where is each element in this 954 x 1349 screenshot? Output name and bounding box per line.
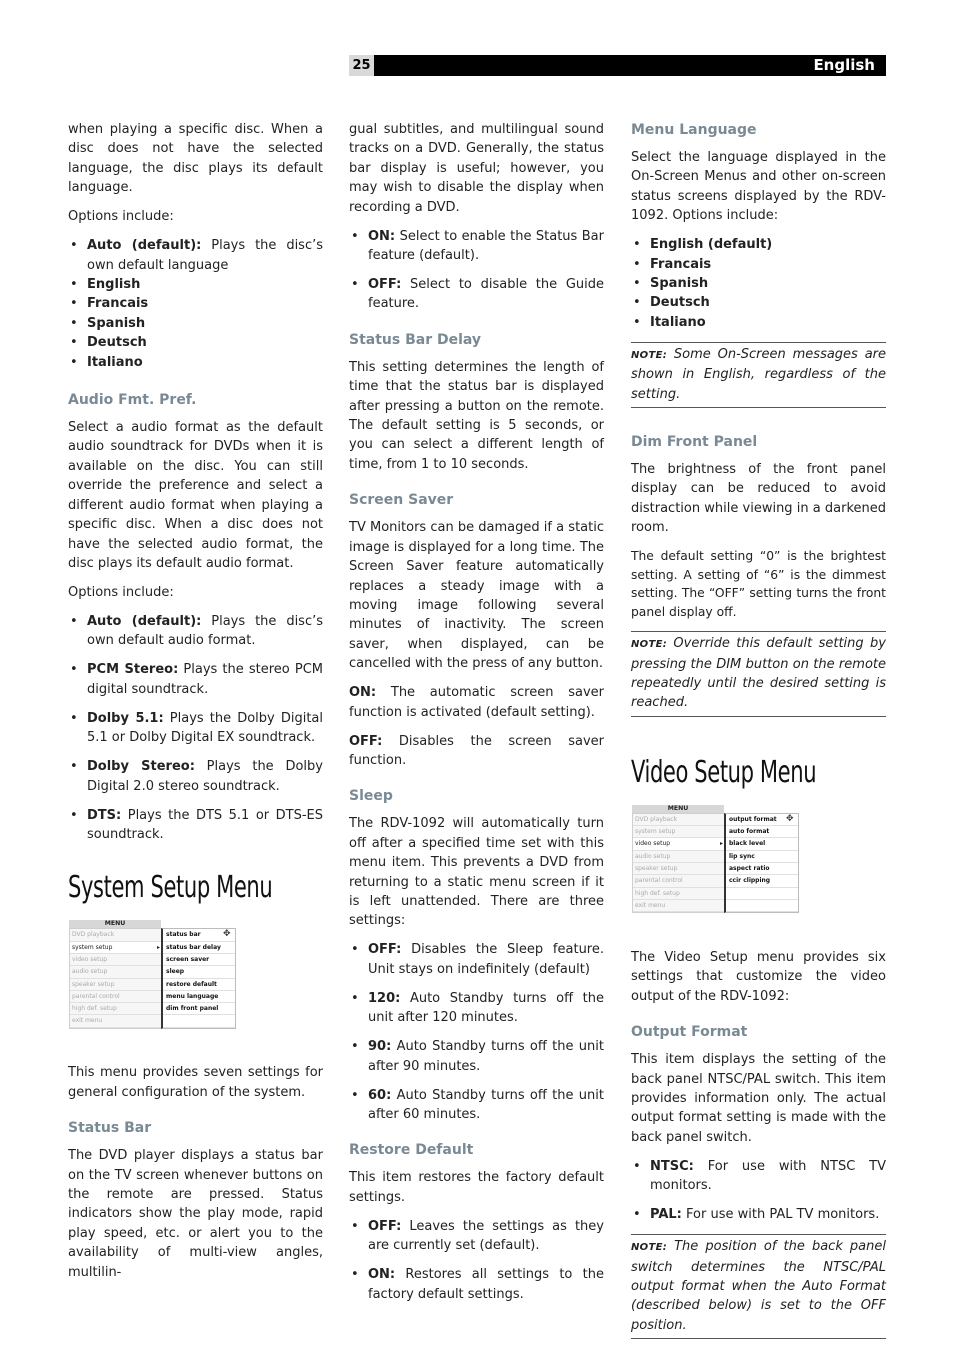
menu-row: parental control [70,991,162,1003]
dim-front-panel-heading: Dim Front Panel [631,434,758,451]
menu-right-list [161,928,236,1028]
note-box: NOTE: Some On-Screen messages are shown in English, regardless of the setting. [631,342,886,408]
menu-row: parental control [633,875,725,887]
list-item: • 120: Auto Standby turns off the unit after 120 minutes. [349,989,604,1028]
list-item: • English [68,275,323,294]
menu-row: speaker setup [70,979,162,991]
screen-saver-text: TV Monitors can be damaged if a static image is displayed for a long time. The Screen Saver feature automatically replaces a steady image with a moving image following several minutes of inactivity. The screen saver, when displayed, can be cancelled with the press of any button. [349,520,604,672]
menu-row: status bar [163,929,235,941]
menu-language-options-list [631,235,886,332]
status-bar-delay-heading: Status Bar Delay [349,331,482,348]
menu-header: MENU [69,920,161,928]
list-item: • Francais [631,255,886,274]
list-item: • OFF: Disables the Sleep feature. Unit stays on indefinitely (default) [349,940,604,979]
menu-left-list [632,813,726,913]
menu-row: dim front panel [163,1003,235,1015]
list-item: • Dolby 5.1: Plays the Dolby Digital 5.1 or Dolby Digital EX soundtrack. [68,709,323,748]
four-way-arrow-icon: ✥ [786,813,794,824]
restore-options-list [349,1217,604,1304]
menu-row: DVD playback [70,929,162,941]
list-item: • 60: Auto Standby turns off the unit after 60 minutes. [349,1086,604,1125]
audio-text: Select a audio format as the default audio soundtrack for DVDs when it is available on the disc. You can still override the preference and select a different audio format when playing a specific disc. When a disc does not have the selected audio format, the disc plays its default audio format. [68,420,323,571]
menu-row: system setup [633,826,725,838]
menu-row: lip sync [726,851,798,863]
list-item: • NTSC: For use with NTSC TV monitors. [631,1157,886,1196]
menu-row: high def. setup [70,1003,162,1015]
menu-row: audio setup [70,966,162,978]
column-3 [631,120,886,1349]
audio-options-list [68,612,323,844]
status-bar-heading: Status Bar [68,1120,152,1137]
menu-row [726,900,798,912]
menu-left-list [69,928,163,1028]
page-header [349,55,886,76]
output-format-options-list [631,1157,886,1225]
list-item: • PCM Stereo: Plays the stereo PCM digital soundtrack. [68,660,323,699]
column-1 [68,120,323,1292]
menu-row-selected: video setup ▸ [633,838,725,850]
menu-row: output format [726,814,798,826]
audio-options-label: Options include: [68,584,174,600]
list-item: • Dolby Stereo: Plays the Dolby Digital 2.0 stereo soundtrack. [68,757,323,796]
list-item: • Italiano [68,353,323,372]
note-box: NOTE: Override this default setting by pressing the DIM button on the remote repeatedly until the desired setting is reached. [631,631,886,717]
video-setup-title: Video Setup Menu [631,754,817,790]
system-setup-title: System Setup Menu [68,870,273,906]
list-item: • 90: Auto Standby turns off the unit after 90 minutes. [349,1037,604,1076]
dim-front-panel-text-2: The default setting “0” is the brightest setting. A setting of “6” is the dimmest setting. The “OFF” setting turns the front panel display off. [631,549,886,620]
list-item: • ON: Select to enable the Status Bar feature (default). [349,227,604,266]
list-item: • Italiano [631,313,886,332]
list-item: • ON: Restores all settings to the factory default settings. [349,1265,604,1304]
restore-default-text: This item restores the factory default settings. [349,1170,604,1205]
language-options-list [68,236,323,372]
menu-row: screen saver [163,954,235,966]
options-label: Options include: [68,209,174,225]
output-format-text: This item displays the setting of the back panel NTSC/PAL switch. This item provides information only. The actual output format setting is made with the back panel switch. [631,1052,886,1145]
list-item: • PAL: For use with PAL TV monitors. [631,1205,886,1224]
menu-row [163,1015,235,1027]
menu-row: aspect ratio [726,863,798,875]
screen-saver-heading: Screen Saver [349,492,454,509]
sleep-heading: Sleep [349,788,393,805]
list-item: • Spanish [631,274,886,293]
menu-language-heading: Menu Language [631,122,757,138]
menu-row: ccir clipping [726,875,798,887]
list-item: • Spanish [68,314,323,333]
menu-row: DVD playback [633,814,725,826]
menu-row: auto format [726,826,798,838]
menu-row: speaker setup [633,863,725,875]
menu-row: status bar delay [163,942,235,954]
menu-row: video setup [70,954,162,966]
menu-language-text: Select the language displayed in the On-Screen Menus and other on-screen status screens displayed by the RDV-1092. Options include: [631,150,886,224]
menu-row: exit menu [633,900,725,912]
menu-row: exit menu [70,1015,162,1027]
page-number: 25 [349,55,374,76]
menu-row: sleep [163,966,235,978]
list-item: • Auto (default): Plays the disc’s own default language [68,236,323,275]
status-bar-text: The DVD player displays a status bar on the TV screen whenever buttons on the remote are pressed. Status indicators show the play mode, rapid play speed, etc. or alert you to the availability of multi-view angles, multilin- [68,1148,323,1280]
video-setup-text: The Video Setup menu provides six settings that customize the video output of the RDV-1092: [631,949,886,1004]
system-setup-menu-screenshot [69,920,234,1028]
menu-right-list [724,813,799,913]
menu-row: menu language [163,991,235,1003]
status-bar-options-list [349,227,604,314]
audio-heading: Audio Fmt. Pref. [68,392,197,409]
list-item: • OFF: Select to disable the Guide feature. [349,275,604,314]
sleep-text: The RDV-1092 will automatically turn off after a specified time set with this menu item. This prevents a DVD from returning to a static menu screen if it is left unattended. There are three settings: [349,816,604,929]
screen-saver-on: ON: The automatic screen saver function is activated (default setting). [349,685,604,720]
list-item: • Francais [68,294,323,313]
list-item: • Deutsch [631,293,886,312]
menu-row: restore default [163,979,235,991]
list-item: • English (default) [631,235,886,254]
column-2 [349,120,604,1314]
list-item: • Auto (default): Plays the disc’s own default audio format. [68,612,323,651]
output-format-heading: Output Format [631,1024,748,1041]
intro-text: when playing a specific disc. When a disc does not have the selected language, the disc plays its default language. [68,122,323,196]
menu-row: high def. setup [633,888,725,900]
dim-front-panel-text: The brightness of the front panel display can be reduced to avoid distraction while viewing in a darkened room. [631,462,886,536]
four-way-arrow-icon: ✥ [223,929,231,940]
screen-saver-off: OFF: Disables the screen saver function. [349,733,604,768]
note-box: NOTE: The position of the back panel switch determines the NTSC/PAL output format when the Auto Format (described below) is set to the OFF position. [631,1234,886,1339]
status-bar-text-cont: gual subtitles, and multilingual sound tracks on a DVD. Generally, the status bar display is useful; however, you may wish to disable the display when recording a DVD. [349,122,604,215]
system-text: This menu provides seven settings for general configuration of the system. [68,1065,323,1100]
list-item: • OFF: Leaves the settings as they are currently set (default). [349,1217,604,1256]
list-item: • Deutsch [68,333,323,352]
header-language: English [813,56,875,74]
menu-row: audio setup [633,851,725,863]
sleep-options-list [349,940,604,1124]
restore-default-heading: Restore Default [349,1142,474,1159]
menu-row-selected: system setup ▸ [70,942,162,954]
list-item: • DTS: Plays the DTS 5.1 or DTS-ES soundtrack. [68,806,323,845]
menu-header: MENU [632,805,724,813]
status-bar-delay-text: This setting determines the length of time that the status bar is displayed after pressing a button on the remote. The default setting is 5 seconds, or you can select a different length of time, from 1 to 10 seconds. [349,359,604,472]
video-setup-menu-screenshot [632,805,797,913]
menu-row: black level [726,838,798,850]
menu-row [726,888,798,900]
